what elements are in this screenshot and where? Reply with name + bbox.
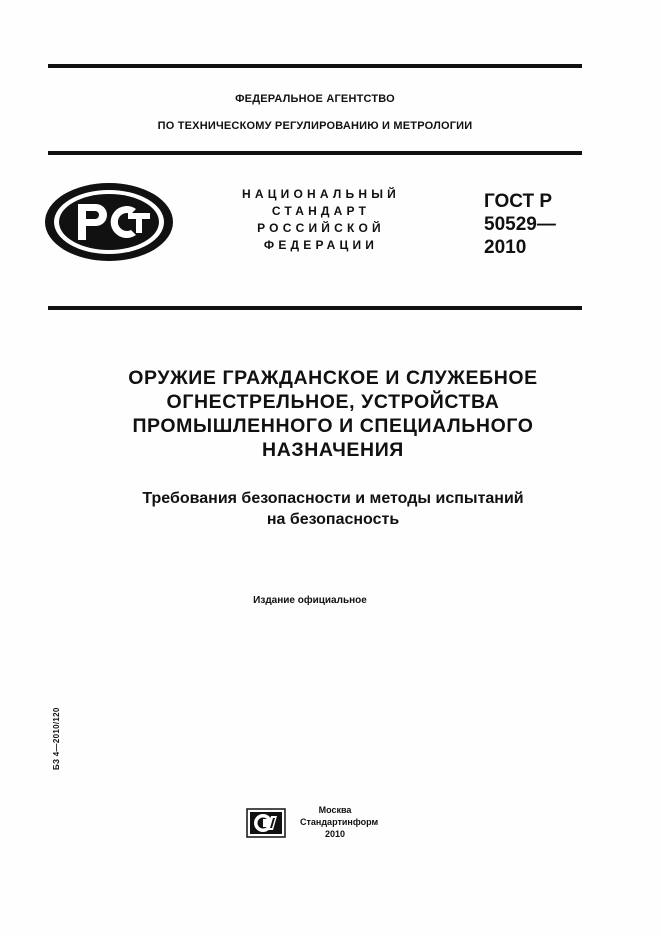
document-subtitle xyxy=(48,488,618,530)
publisher-city: Москва xyxy=(318,805,352,815)
national-standard-block xyxy=(216,186,426,254)
title-rule xyxy=(48,306,582,310)
title-line-1: ОРУЖИЕ ГРАЖДАНСКОЕ И СЛУЖЕБНОЕ xyxy=(128,367,538,389)
national-standard-line-3: РОССИЙСКОЙ xyxy=(257,221,385,235)
gost-line-1: ГОСТ Р xyxy=(484,191,553,212)
subtitle-line-2: на безопасность xyxy=(266,511,400,528)
header-rule xyxy=(48,151,582,155)
rst-certification-logo-icon xyxy=(42,180,176,264)
publisher-block xyxy=(300,804,379,840)
publisher-name: Стандартинформ xyxy=(300,817,379,827)
edition-label: Издание официальное xyxy=(253,595,367,606)
gost-line-3: 2010 xyxy=(484,237,527,258)
national-standard-line-1: НАЦИОНАЛЬНЫЙ xyxy=(241,187,401,201)
top-rule xyxy=(48,64,582,68)
publisher-year: 2010 xyxy=(324,829,346,839)
agency-line-2: ПО ТЕХНИЧЕСКОМУ РЕГУЛИРОВАНИЮ И МЕТРОЛОГИИ xyxy=(157,120,473,132)
national-standard-line-4: ФЕДЕРАЦИИ xyxy=(263,238,379,252)
agency-line-1: ФЕДЕРАЛЬНОЕ АГЕНТСТВО xyxy=(235,93,395,105)
title-line-2: ОГНЕСТРЕЛЬНОЕ, УСТРОЙСТВА xyxy=(166,391,500,413)
standartinform-logo-icon xyxy=(246,808,286,838)
title-line-3: ПРОМЫШЛЕННОГО И СПЕЦИАЛЬНОГО xyxy=(132,415,534,437)
subtitle-line-1: Требования безопасности и методы испытаний xyxy=(142,490,524,507)
title-line-4: НАЗНАЧЕНИЯ xyxy=(262,439,404,461)
side-code: БЗ 4—2010/120 xyxy=(52,707,61,770)
national-standard-line-2: СТАНДАРТ xyxy=(271,204,371,218)
gost-line-2: 50529— xyxy=(484,214,556,235)
document-title xyxy=(48,366,618,462)
gost-designation xyxy=(484,190,556,259)
